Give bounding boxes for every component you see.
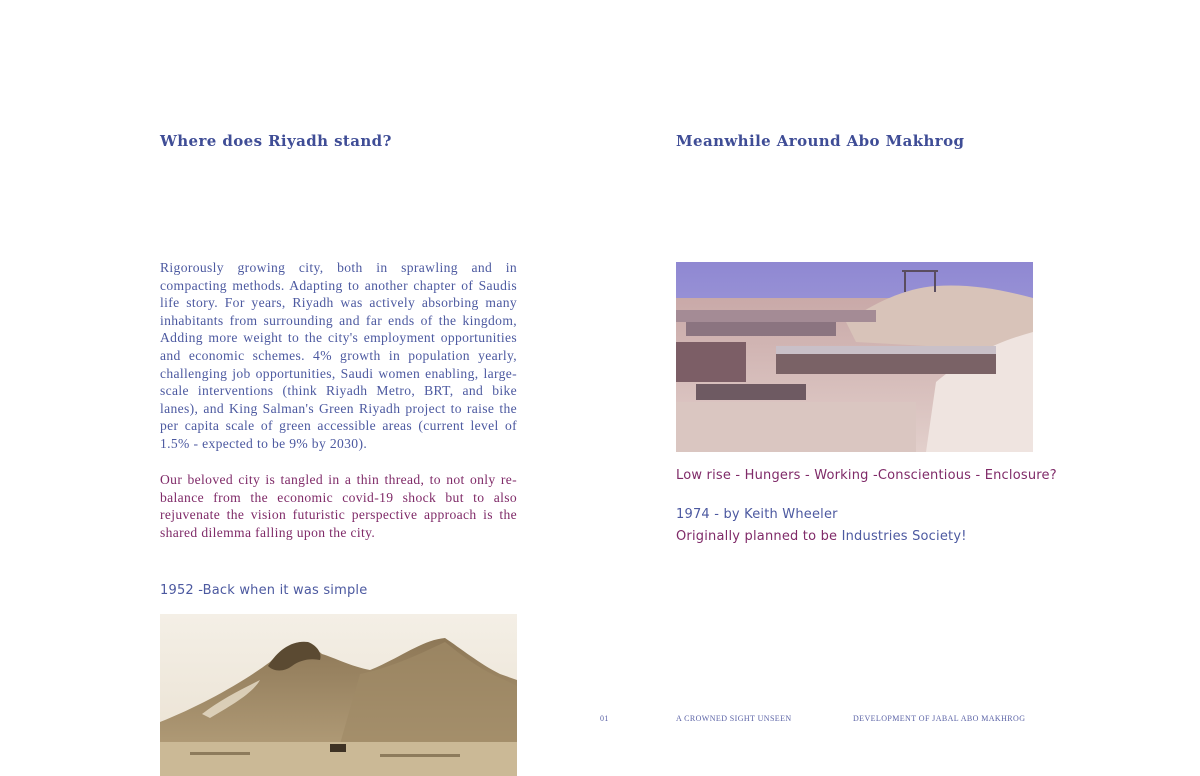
page-number: 01 <box>600 714 609 723</box>
footer-section-title: DEVELOPMENT OF JABAL ABO MAKHROG <box>853 714 1026 723</box>
left-photo-caption: 1952 -Back when it was simple <box>160 583 368 598</box>
photo-credit: 1974 - by Keith Wheeler <box>676 507 838 522</box>
planned-name: Industries Society! <box>841 529 967 544</box>
abo-makhrog-1974-photo <box>676 262 1033 452</box>
left-intro-paragraph: Rigorously growing city, both in sprawling and in compacting methods. Adapting to another chapter of Saudis life story. For years, Riyadh was actively absorbing many inhabitants from surrounding and far ends of the kingdom, Adding more weight to the city's employment opportunities and economic schemes. 4% growth in population yearly, challenging job opportunities, Saudi women enabling, large-scale interventions (think Riyadh Metro, BRT, and bike lanes), and King Salman's Green Riyadh project to raise the per capita scale of green accessible areas (current level of 1.5% - expected to be 9% by 2030). <box>160 260 517 451</box>
left-dilemma-paragraph: Our beloved city is tangled in a thin thread, to not only re-balance from the economic covid-19 shock but to also rejuvenate the vision futuristic perspective approach is the shared dilemma falling upon the city. <box>160 472 517 540</box>
planned-prefix: Originally planned to be <box>676 529 838 544</box>
planned-purpose-line <box>676 529 967 544</box>
left-page-heading: Where does Riyadh stand? <box>160 132 392 150</box>
right-page-heading: Meanwhile Around Abo Makhrog <box>676 132 965 150</box>
photo-keywords-caption: Low rise - Hungers - Working -Conscientious - Enclosure? <box>676 468 1057 483</box>
riyadh-1952-photo <box>160 614 517 776</box>
footer-book-title: A CROWNED SIGHT UNSEEN <box>676 714 792 723</box>
